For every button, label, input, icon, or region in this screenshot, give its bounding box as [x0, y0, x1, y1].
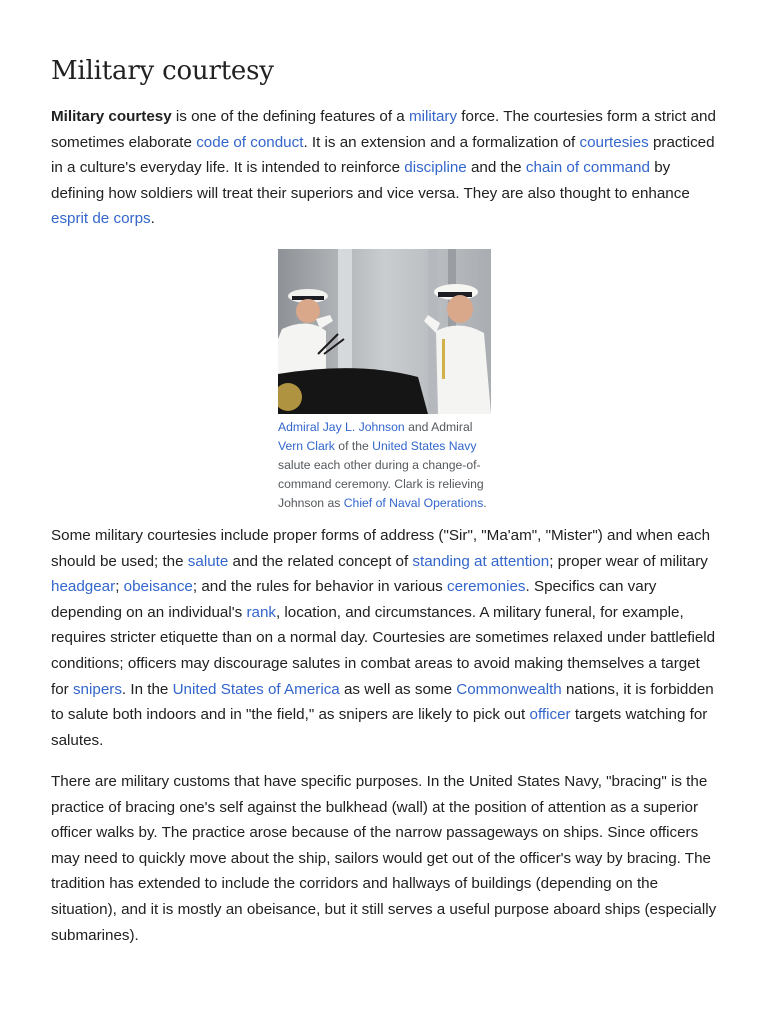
text-span: practiced in a culture's everyday life. It is intended to reinforce: [51, 133, 715, 177]
link-chief-of-naval-operations[interactable]: Chief of Naval Operations: [343, 496, 484, 510]
text-span: and the: [466, 159, 526, 177]
link-snipers[interactable]: snipers: [72, 680, 122, 698]
link-courtesies[interactable]: courtesies: [579, 133, 649, 151]
text-span: . It is an extension and a formalization of: [303, 133, 580, 151]
link-vern-clark[interactable]: Vern Clark: [278, 439, 335, 453]
text-span: is one of the defining features of a: [171, 108, 409, 125]
link-chain-of-command[interactable]: chain of command: [525, 159, 650, 177]
link-rank[interactable]: rank: [246, 603, 276, 621]
link-ceremonies[interactable]: ceremonies: [447, 578, 526, 596]
text-span: .: [483, 496, 487, 510]
text-span: by defining how soldiers will treat their superiors and vice versa. They are also thought to enhance: [51, 159, 690, 202]
text-span: targets watching for salutes.: [51, 706, 708, 749]
link-headgear[interactable]: headgear: [51, 578, 116, 596]
text-span: salute each other during a change-of-command ceremony. Clark is relieving Johnson as: [278, 458, 484, 510]
link-salute[interactable]: salute: [187, 552, 229, 570]
courtesies-paragraph: [51, 523, 721, 753]
link-discipline[interactable]: discipline: [404, 159, 467, 177]
text-span: as well as some: [339, 680, 457, 698]
text-span: ; proper wear of military: [549, 552, 708, 570]
link-esprit-de-corps[interactable]: esprit de corps: [51, 210, 151, 228]
text-span: .: [150, 210, 155, 228]
link-united-states-navy[interactable]: United States Navy: [372, 439, 477, 453]
link-officer[interactable]: officer: [529, 706, 571, 724]
text-span: Some military courtesies include proper forms of address ("Sir", "Ma'am", "Mister") and when each should be used; the: [51, 527, 711, 570]
intro-paragraph: [51, 104, 721, 232]
figure: [278, 249, 491, 513]
text-span: of the: [334, 439, 373, 453]
text-span: . In the: [121, 680, 173, 698]
link-united-states-of-america[interactable]: United States of America: [172, 680, 340, 698]
text-span: force. The courtesies form a strict and sometimes elaborate: [51, 108, 716, 151]
customs-paragraph: There are military customs that have specific purposes. In the United States Navy, "bracing" is the practice of bracing one's self against the bulkhead (wall) at the position of attention as a superior officer walks by. The practice arose because of the narrow passageways on ships. Since officers may need to quickly move about the ship, sailors would get out of the officer's way by bracing. The tradition has extended to include the corridors and hallways of buildings (depending on the situation), and it is mostly an obeisance, but it still serves a useful purpose aboard ships (especially submarines).: [51, 773, 717, 944]
text-span: nations, it is forbidden to salute both indoors and in "the field," as snipers are likely to pick out: [51, 680, 714, 724]
link-jay-l-johnson[interactable]: Admiral Jay L. Johnson: [278, 420, 405, 434]
text-span: , location, and circumstances. A military funeral, for example, requires stricter etiquette than on a normal day. Courtesies are sometimes relaxed under battlefield conditions; officers may discourage salutes in combat areas to avoid making themselves a target for: [51, 603, 716, 698]
figure-caption: [278, 418, 491, 513]
link-standing-at-attention[interactable]: standing at attention: [412, 552, 550, 570]
link-military[interactable]: military: [408, 108, 458, 125]
page-title: Military courtesy: [51, 56, 274, 86]
link-obeisance[interactable]: obeisance: [123, 578, 193, 596]
text-span: and Admiral: [404, 420, 473, 434]
text-span: . Specifics can vary depending on an individual's: [51, 578, 657, 621]
bold-term: Military courtesy: [51, 108, 172, 125]
link-code-of-conduct[interactable]: code of conduct: [196, 133, 304, 151]
photo-admirals-saluting[interactable]: [278, 249, 491, 414]
text-span: and the related concept of: [228, 552, 413, 570]
text-span: ;: [115, 578, 124, 596]
link-commonwealth[interactable]: Commonwealth: [456, 680, 562, 698]
text-span: ; and the rules for behavior in various: [192, 578, 447, 596]
